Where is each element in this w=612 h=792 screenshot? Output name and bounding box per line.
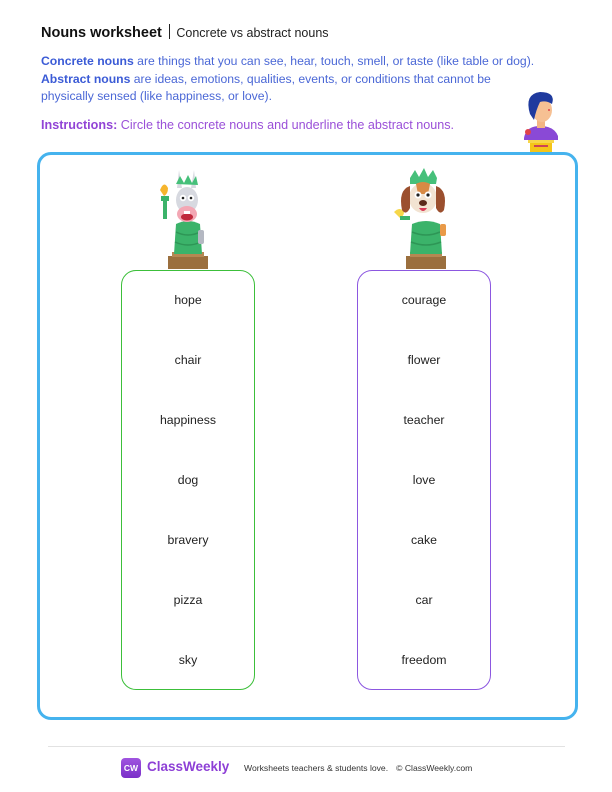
word-item[interactable]: freedom — [401, 653, 447, 667]
word-item[interactable]: flower — [407, 353, 441, 367]
word-item[interactable]: chair — [174, 353, 202, 367]
word-item[interactable]: pizza — [173, 593, 203, 607]
tagline-text: Worksheets teachers & students love. — [244, 763, 389, 773]
word-item[interactable]: hope — [174, 293, 202, 307]
word-column-left — [121, 270, 255, 690]
student-bust-icon — [518, 88, 564, 154]
word-item[interactable]: car — [415, 593, 433, 607]
worksheet-subtitle: Concrete vs abstract nouns — [176, 26, 329, 40]
worksheet-frame — [37, 152, 578, 720]
instructions-label: Instructions: — [41, 118, 118, 132]
brand-name: ClassWeekly — [147, 759, 230, 774]
footer-divider — [48, 746, 565, 747]
word-item[interactable]: love — [412, 473, 436, 487]
copyright-link[interactable]: © ClassWeekly.com — [396, 763, 473, 773]
word-item[interactable]: cake — [411, 533, 437, 547]
word-item[interactable]: teacher — [403, 413, 445, 427]
word-item[interactable]: happiness — [159, 413, 217, 427]
word-column-right — [357, 270, 491, 690]
word-item[interactable]: dog — [177, 473, 199, 487]
title-divider — [169, 24, 171, 39]
footer-tagline — [244, 763, 472, 773]
abstract-nouns-term: Abstract nouns — [41, 71, 131, 86]
abstract-nouns-definition: are ideas, emotions, qualities, events, or conditions that cannot be physically sensed (like happiness, or love). — [41, 71, 491, 103]
word-item[interactable]: bravery — [167, 533, 209, 547]
instructions — [41, 118, 454, 132]
word-item[interactable]: courage — [401, 293, 447, 307]
page-title — [41, 24, 329, 41]
concrete-nouns-definition: are things that you can see, hear, touch, smell, or taste (like table or dog). — [133, 54, 535, 68]
instructions-text: Circle the concrete nouns and underline the abstract nouns. — [117, 118, 455, 132]
intro-paragraph — [41, 53, 541, 106]
word-item[interactable]: sky — [178, 653, 198, 667]
worksheet-title: Nouns worksheet — [41, 25, 162, 41]
concrete-nouns-term: Concrete nouns — [41, 54, 134, 68]
classweekly-logo-icon: CW — [121, 758, 141, 778]
dog-liberty-mascot-icon — [388, 166, 458, 271]
donkey-liberty-mascot-icon — [150, 166, 220, 271]
